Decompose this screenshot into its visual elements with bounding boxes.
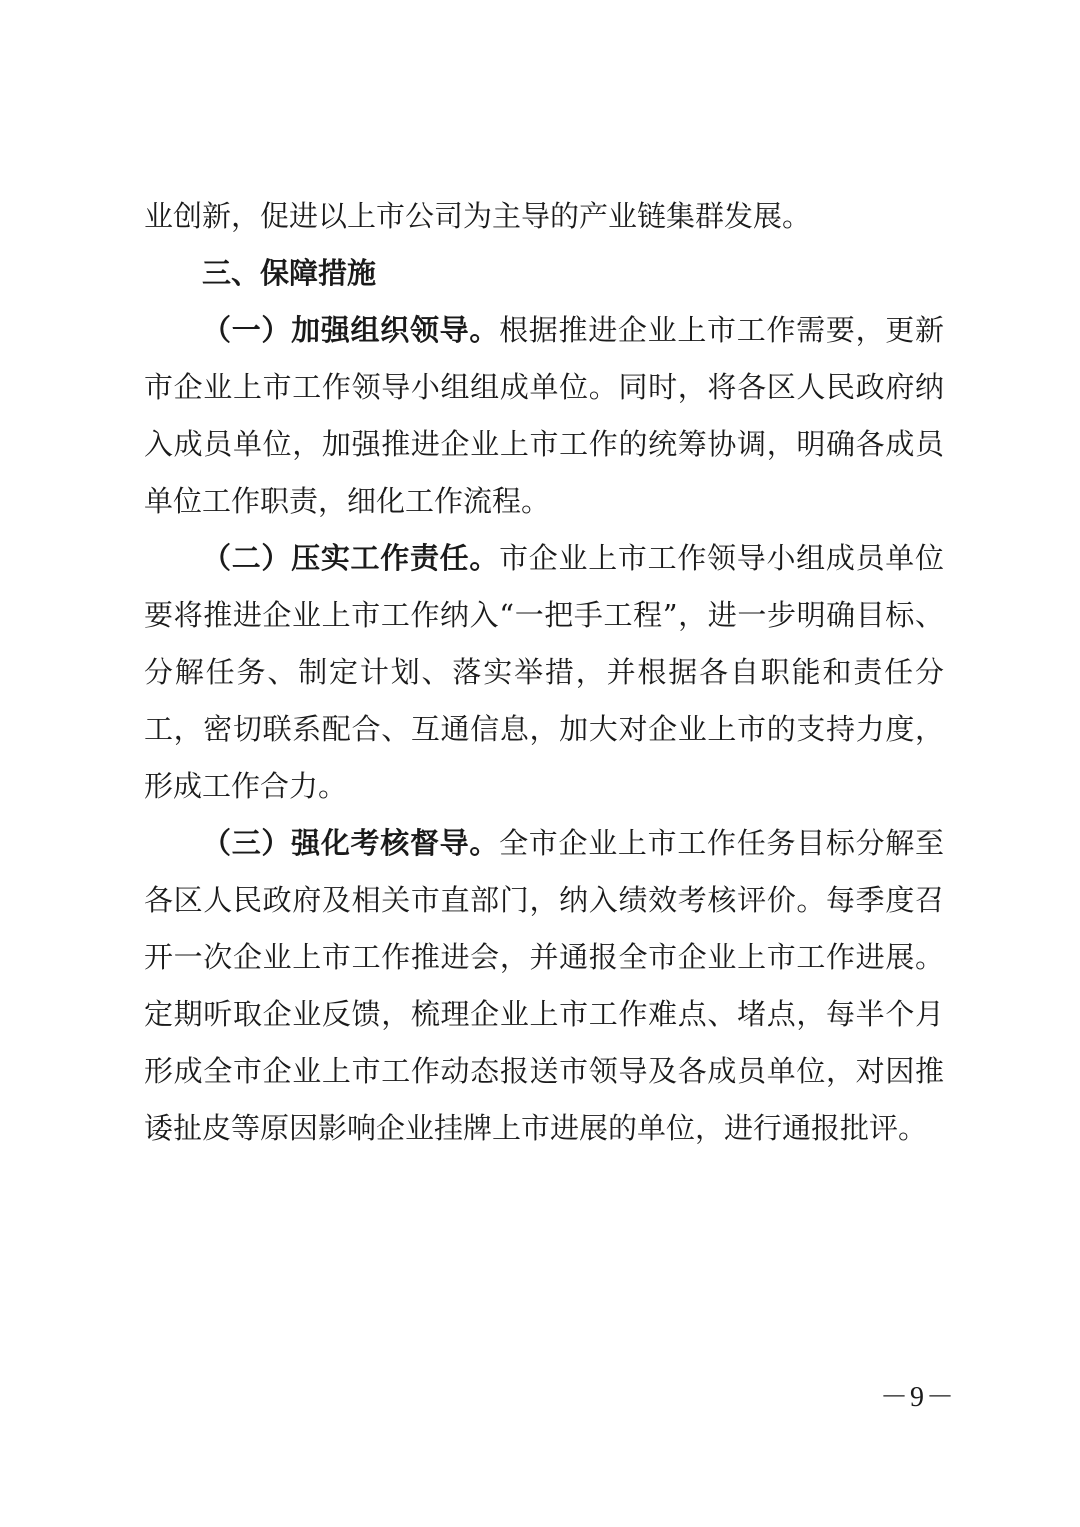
paragraph-2: [144, 530, 944, 815]
document-body: [144, 188, 944, 1157]
section-heading: [144, 245, 944, 302]
continuation-paragraph: 业创新，促进以上市公司为主导的产业链集群发展。: [144, 199, 812, 233]
paragraph-3: [144, 815, 944, 1157]
paragraph-1-lead: （一）加强组织领导。: [202, 313, 500, 347]
section-heading-text: 三、保障措施: [202, 256, 377, 290]
paragraph-1: [144, 302, 944, 530]
paragraph-3-lead: （三）强化考核督导。: [202, 826, 500, 860]
page-number: －9－: [880, 1382, 957, 1413]
paragraph-3-text: 全市企业上市工作任务目标分解至各区人民政府及相关市直部门，纳入绩效考核评价。每季度召开一次企业上市工作推进会，并通报全市企业上市工作进展。定期听取企业反馈，梳理企业上市工作难点、堵点，每半个月形成全市企业上市工作动态报送市领导及各成员单位，对因推诿扯皮等原因影响企业挂牌上市进展的单位，进行通报批评。: [144, 826, 944, 1145]
paragraph-2-text: 市企业上市工作领导小组成员单位要将推进企业上市工作纳入“一把手工程”，进一步明确目标、分解任务、制定计划、落实举措，并根据各自职能和责任分工，密切联系配合、互通信息，加大对企业上市的支持力度，形成工作合力。: [144, 541, 944, 803]
paragraph-1-text: 根据推进企业上市工作需要，更新市企业上市工作领导小组组成单位。同时，将各区人民政府纳入成员单位，加强推进企业上市工作的统筹协调，明确各成员单位工作职责，细化工作流程。: [144, 313, 944, 518]
paragraph-2-lead: （二）压实工作责任。: [202, 541, 500, 575]
